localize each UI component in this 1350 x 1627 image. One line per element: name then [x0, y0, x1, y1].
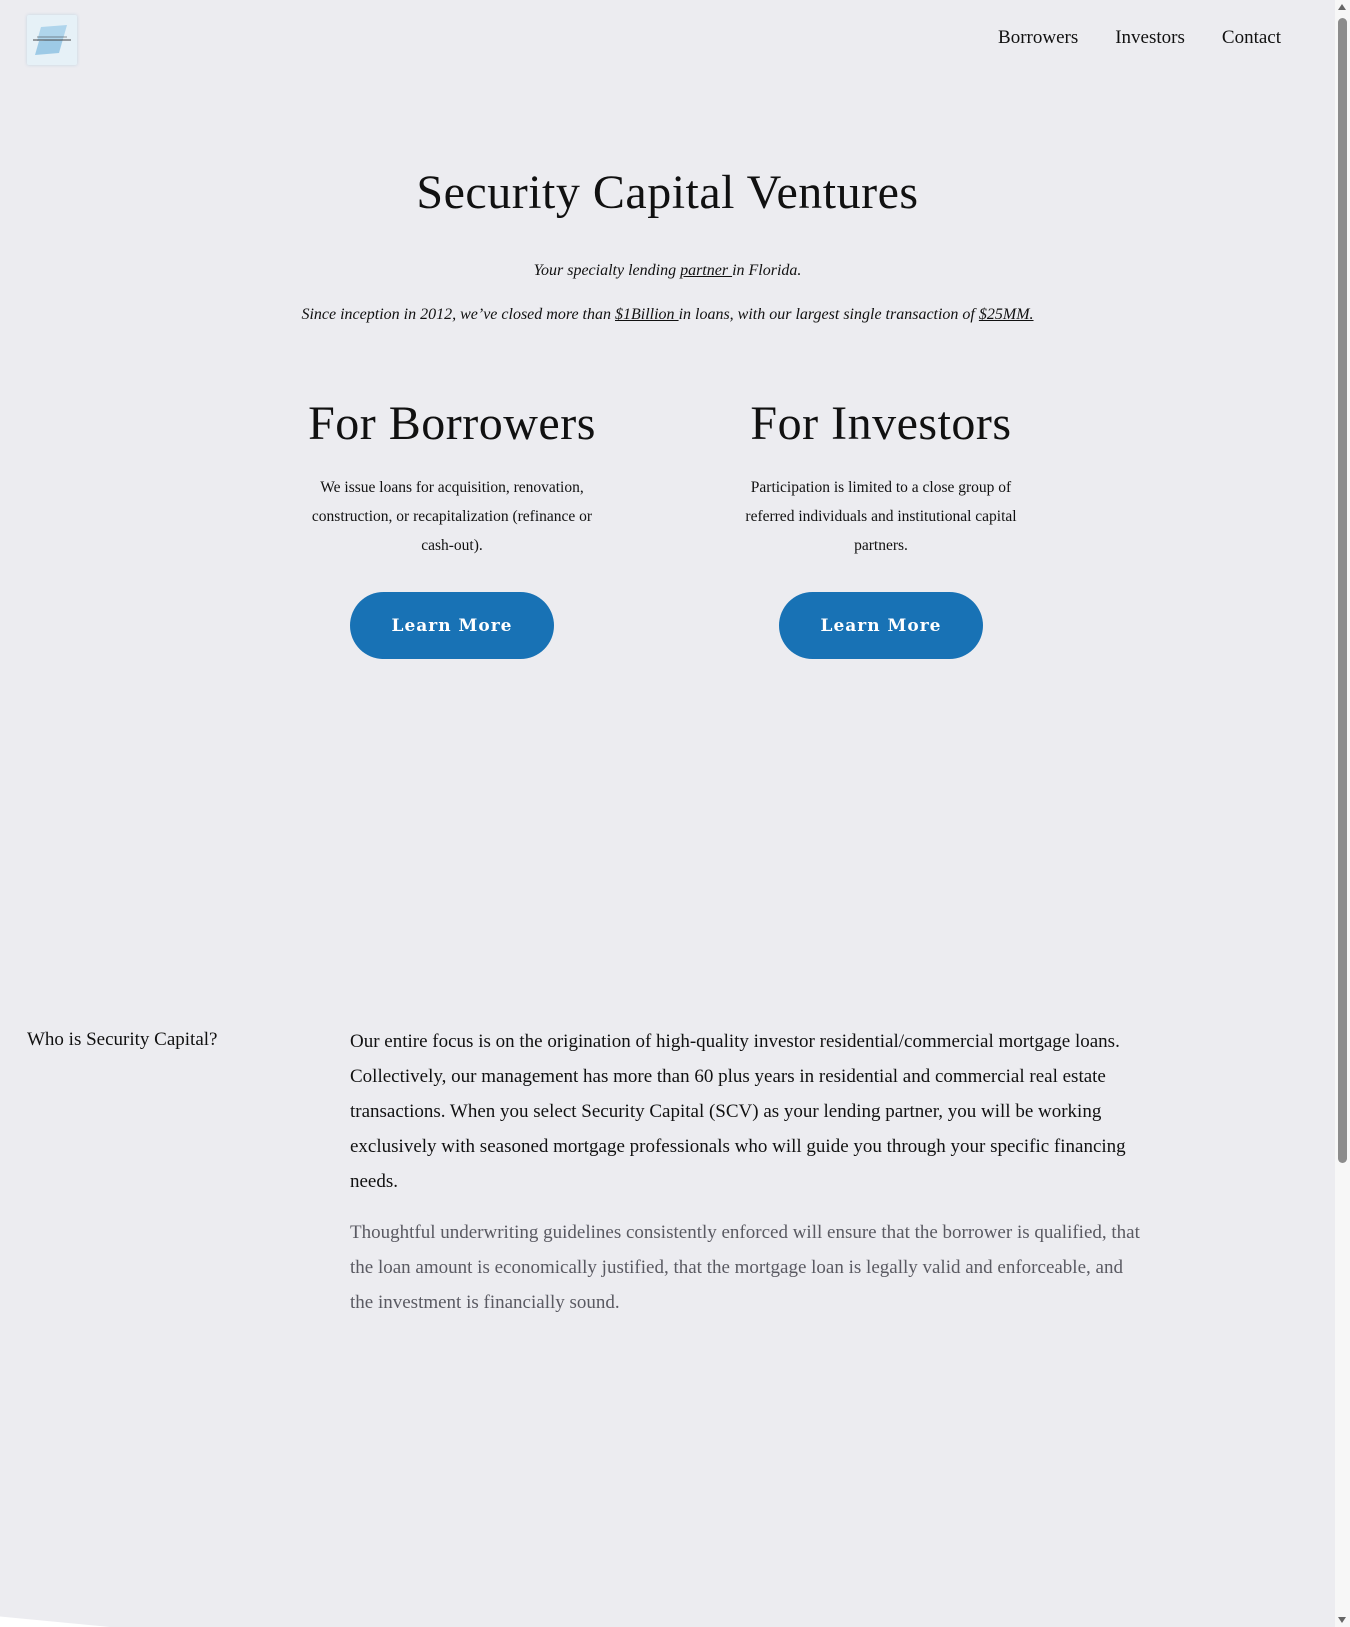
- investors-section: [726, 396, 1036, 659]
- nav-investors-link[interactable]: Investors: [1115, 27, 1185, 48]
- largest-transaction-link[interactable]: $25MM.: [978, 306, 1034, 323]
- investors-learn-more-button[interactable]: Learn More: [779, 592, 983, 659]
- tagline-track-record: [0, 306, 1335, 324]
- tagline-2-before: Since inception in 2012, we’ve closed more than: [301, 306, 615, 323]
- about-label: Who is Security Capital?: [27, 1029, 218, 1050]
- tagline-1-after: in Florida.: [732, 262, 802, 279]
- about-paragraph-1: Our entire focus is on the origination of high-quality investor residential/commercial mortgage loans. Collectively, our management has more than 60 plus years in residential and commercial real estate transactions. When you select Security Capital (SCV) as your lending partner, you will be working exclusively with seasoned mortgage professionals who will guide you through your specific financing needs.: [350, 1031, 1126, 1192]
- main-nav: [998, 27, 1281, 49]
- partner-link[interactable]: partner: [680, 262, 733, 279]
- vertical-scrollbar[interactable]: [1335, 0, 1350, 1627]
- about-paragraph-2: Thoughtful underwriting guidelines consistently enforced will ensure that the borrower is qualified, that the loan amount is economically justified, that the mortgage loan is legally valid and enforceable, and the investment is financially sound.: [350, 1222, 1140, 1313]
- borrowers-text: We issue loans for acquisition, renovation, construction, or recapitalization (refinance or cash-out).: [311, 479, 593, 554]
- scrollbar-thumb[interactable]: [1338, 18, 1347, 1163]
- nav-borrowers-link[interactable]: Borrowers: [998, 27, 1079, 48]
- corner-decoration: [0, 1612, 110, 1627]
- billion-link[interactable]: $1Billion: [615, 306, 679, 323]
- tagline-1-before: Your specialty lending: [533, 262, 681, 279]
- about-body: [350, 1024, 1140, 1320]
- investors-text: Participation is limited to a close group of referred individuals and institutional capital partners.: [745, 479, 1017, 554]
- tagline-specialty: [0, 262, 1335, 280]
- borrowers-heading: For Borrowers: [308, 397, 596, 450]
- tagline-2-middle: in loans, with our largest single transaction of: [678, 306, 979, 323]
- company-logo[interactable]: [27, 15, 77, 65]
- nav-contact-link[interactable]: Contact: [1221, 27, 1281, 48]
- borrowers-section: [297, 396, 607, 659]
- scroll-down-arrow-icon[interactable]: [1338, 1617, 1346, 1623]
- scroll-up-arrow-icon[interactable]: [1338, 4, 1346, 10]
- hero-title: Security Capital Ventures: [416, 166, 919, 219]
- borrowers-learn-more-button[interactable]: Learn More: [350, 592, 554, 659]
- investors-heading: For Investors: [750, 397, 1012, 450]
- logo-mark-icon: [27, 15, 77, 65]
